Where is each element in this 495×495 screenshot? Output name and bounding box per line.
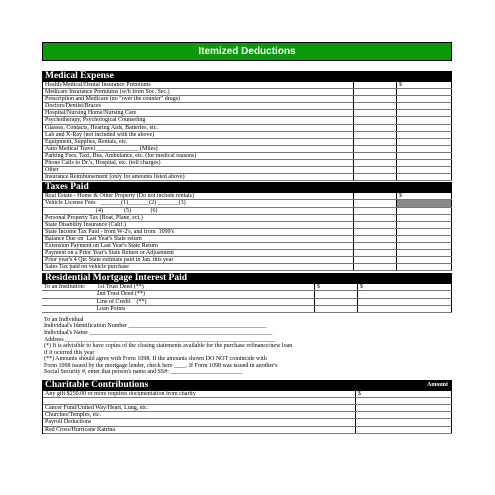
- mortgage-row: [42, 291, 452, 298]
- mortgage-rows: [42, 284, 452, 312]
- taxes-row-label: Sales Tax paid on vehicle purchase: [43, 264, 354, 270]
- taxes-row-spacer: [354, 243, 397, 249]
- medical-row-label: Insurance Reimbursement (only for amounts listed above): [43, 174, 354, 180]
- medical-row: [43, 103, 452, 110]
- medical-row-amount[interactable]: [397, 103, 452, 109]
- taxes-row: [43, 193, 452, 200]
- charity-row-amount[interactable]: [356, 427, 452, 433]
- medical-row-amount[interactable]: [397, 139, 452, 145]
- medical-row-amount[interactable]: [397, 167, 452, 173]
- charity-row-label: Red Cross/Hurricane Katrina: [43, 427, 356, 433]
- taxes-row-amount[interactable]: $: [397, 193, 452, 199]
- taxes-row-amount[interactable]: [397, 250, 452, 256]
- medical-rows: [42, 82, 452, 181]
- taxes-row-spacer: [354, 236, 397, 242]
- medical-row-label: Lab and X-Ray (not included with the above): [43, 132, 354, 138]
- medical-row-spacer: [354, 153, 397, 159]
- medical-row-spacer: [354, 132, 397, 138]
- medical-row-amount[interactable]: [397, 89, 452, 95]
- medical-row: [43, 117, 452, 124]
- mortgage-row-amount-a[interactable]: $: [314, 284, 358, 290]
- taxes-row-amount[interactable]: [397, 264, 452, 270]
- medical-row-label: Glasses, Contacts, Hearing Aids, Batteries, etc.: [43, 125, 354, 131]
- taxes-row-label: Prior year's 4 Qtr. State estimate paid in Jan. this year: [43, 257, 354, 263]
- mortgage-heading: Residential Mortgage Interest Paid: [42, 273, 452, 284]
- taxes-row-amount[interactable]: [397, 236, 452, 242]
- taxes-row: [43, 222, 452, 229]
- mortgage-note: Individual's Name _____________________________________________________________: [44, 329, 273, 336]
- charity-row: [43, 405, 452, 412]
- charity-row-amount[interactable]: [356, 398, 452, 404]
- mortgage-row-amount-a[interactable]: [314, 291, 358, 297]
- medical-row-amount[interactable]: [397, 132, 452, 138]
- taxes-row: [43, 236, 452, 243]
- mortgage-row-amount[interactable]: $: [358, 284, 452, 290]
- medical-row-amount[interactable]: [397, 96, 452, 102]
- taxes-row: [43, 243, 452, 250]
- taxes-row-spacer: [354, 200, 397, 206]
- mortgage-notes: [42, 317, 452, 376]
- taxes-row-label: Payment on a Prior Year's State Return or Adjustment: [43, 250, 354, 256]
- taxes-rows: [42, 193, 452, 271]
- medical-row-label: Psychotherapy, Psychological Counseling: [43, 117, 354, 123]
- mortgage-row-label: Line of Credit (**): [44, 298, 147, 305]
- medical-row-spacer: [354, 103, 397, 109]
- charity-row-label: Payroll Deductions: [43, 419, 356, 425]
- charity-amount-header: Amount: [426, 382, 448, 389]
- medical-row: [43, 160, 452, 167]
- medical-row-amount[interactable]: [397, 153, 452, 159]
- medical-row-label: Other: [43, 167, 354, 173]
- mortgage-note: Form 1098 issued by the mortgage lender, check here ____. If Form 1098 was issued in another's: [44, 362, 278, 369]
- itemized-deductions-sheet: [42, 42, 452, 434]
- medical-row-spacer: [354, 146, 397, 152]
- medical-row-label: Doctors/Dentist/Braces: [43, 103, 354, 109]
- charity-heading: Charitable Contributions Amount: [42, 380, 452, 391]
- taxes-row-spacer: [354, 257, 397, 263]
- mortgage-row-amount-a[interactable]: [314, 306, 358, 312]
- charity-row: [43, 391, 452, 398]
- mortgage-row-amount[interactable]: [358, 306, 452, 312]
- taxes-row-amount[interactable]: [397, 208, 452, 214]
- medical-row-spacer: [354, 96, 397, 102]
- medical-row: [43, 174, 452, 181]
- medical-row: [43, 153, 452, 160]
- medical-row-amount[interactable]: [397, 125, 452, 131]
- taxes-row-amount[interactable]: [397, 243, 452, 249]
- taxes-row-spacer: [354, 222, 397, 228]
- taxes-row: [43, 264, 452, 271]
- medical-row-spacer: [354, 139, 397, 145]
- medical-row-amount[interactable]: [397, 174, 452, 180]
- medical-row-label: Hospital/Nursing Home/Nursing Care: [43, 110, 354, 116]
- mortgage-row-amount[interactable]: [358, 291, 452, 297]
- medical-row: [43, 82, 452, 89]
- medical-row: [43, 146, 452, 153]
- medical-row-label: Equipment, Supplies, Rentals, etc.: [43, 139, 354, 145]
- taxes-row: [43, 215, 452, 222]
- taxes-row-spacer: [354, 250, 397, 256]
- mortgage-row: [42, 306, 452, 313]
- taxes-row: [43, 257, 452, 264]
- charity-row-amount[interactable]: [356, 412, 452, 418]
- charity-row-amount[interactable]: [356, 419, 452, 425]
- mortgage-row-label: To an Institution: 1st Trust Deed (**): [44, 284, 144, 291]
- sheet-title: Itemized Deductions: [42, 42, 452, 61]
- charity-row-amount[interactable]: [356, 405, 452, 411]
- mortgage-row-label: Loan Points: [44, 305, 126, 312]
- charity-row-amount[interactable]: $: [356, 391, 452, 397]
- taxes-row: [43, 229, 452, 236]
- taxes-row-spacer: [354, 208, 397, 214]
- medical-row: [43, 167, 452, 174]
- taxes-row-label: Vehicle License Fees _______(1)_______(2) _______(3): [43, 200, 354, 206]
- medical-row-spacer: [354, 82, 397, 88]
- medical-row-spacer: [354, 160, 397, 166]
- medical-row-amount[interactable]: [397, 117, 452, 123]
- mortgage-note: To an Individual: [44, 316, 84, 323]
- taxes-row-spacer: [354, 215, 397, 221]
- taxes-row-label: Real Estate - Home & Other Property (Do not include rentals): [43, 193, 354, 199]
- mortgage-note: (*) It is advisible to have copies of the closing statements available for the purchase refinance/new loan: [44, 343, 293, 350]
- taxes-row: [43, 200, 452, 207]
- medical-row-label: Auto Medical Travel ______________ (Miles): [43, 146, 354, 152]
- taxes-row-spacer: [354, 193, 397, 199]
- mortgage-row-amount[interactable]: [358, 299, 452, 305]
- taxes-row-amount[interactable]: [397, 222, 452, 228]
- taxes-row: [43, 250, 452, 257]
- medical-row: [43, 132, 452, 139]
- medical-row-amount[interactable]: [397, 110, 452, 116]
- taxes-row-label: Personal Property Tax (Boat, Plane, ect.): [43, 215, 354, 221]
- medical-row-label: Prescription and Medicare (no "over the counter" drugs): [43, 96, 354, 102]
- medical-row-amount[interactable]: [397, 146, 452, 152]
- medical-heading: Medical Expense: [42, 71, 452, 82]
- taxes-row: [43, 208, 452, 215]
- medical-row-label: Parking Fees, Taxi, Bus, Ambulance, etc. (for medical reasons): [43, 153, 354, 159]
- taxes-row-amount[interactable]: [397, 257, 452, 263]
- charity-row: [43, 412, 452, 419]
- taxes-row-spacer: [354, 229, 397, 235]
- medical-row: [43, 89, 452, 96]
- medical-row-label: Medicare Insurance Premiums (w/h from Soc. Sec.): [43, 89, 354, 95]
- taxes-heading: Taxes Paid: [42, 182, 452, 193]
- charity-row-label: Churches/Temples, etc.: [43, 412, 356, 418]
- medical-row: [43, 139, 452, 146]
- mortgage-row-label: 2nd Trust Deed (**): [44, 291, 146, 298]
- mortgage-note: Social Security #, enter that person's name and SS#: ________________________: [44, 369, 243, 376]
- medical-row: [43, 110, 452, 117]
- taxes-row-amount[interactable]: [397, 200, 452, 206]
- charity-row: [43, 419, 452, 426]
- medical-row: [43, 96, 452, 103]
- mortgage-row: [42, 284, 452, 291]
- charity-rows: [42, 391, 452, 434]
- taxes-row-label: Extension Payment on Last Year's State Return: [43, 243, 354, 249]
- charity-row-label: Any gift $250.00 or more requires documentation from charity: [43, 391, 356, 397]
- mortgage-row: [42, 299, 452, 306]
- medical-row-spacer: [354, 174, 397, 180]
- mortgage-note: if it ocurred this year: [44, 349, 95, 356]
- mortgage-note: (**) Amounts should agree with Form 1098. If the amounts shown DO NOT coinincide with: [44, 356, 267, 363]
- medical-row-spacer: [354, 117, 397, 123]
- taxes-row-amount[interactable]: [397, 215, 452, 221]
- medical-row-label: Health/Medical/Dental Insurance Premiums: [43, 82, 354, 88]
- charity-row-label: Cancer Fund/United Way/Heart, Lung, etc.: [43, 405, 356, 411]
- medical-row-spacer: [354, 167, 397, 173]
- taxes-row-spacer: [354, 264, 397, 270]
- taxes-row-label: State Disability Insurance (Calif.): [43, 222, 354, 228]
- taxes-row-amount[interactable]: [397, 229, 452, 235]
- medical-row-amount[interactable]: $: [397, 82, 452, 88]
- charity-row: [43, 427, 452, 434]
- taxes-row-label: Balance Due on Last Year's State return: [43, 236, 354, 242]
- medical-row: [43, 125, 452, 132]
- mortgage-row-amount-a[interactable]: [314, 299, 358, 305]
- mortgage-note: Individual's Identification Number ______________________________________________: [44, 323, 267, 330]
- mortgage-note: Address ______________________________________________________________________: [44, 336, 276, 343]
- medical-row-spacer: [354, 110, 397, 116]
- medical-row-amount[interactable]: [397, 160, 452, 166]
- taxes-row-label: State Income Tax Paid - from W-2's, and from 1099's: [43, 229, 354, 235]
- medical-row-label: Phone Calls to Dr.'s, Hospital, etc. (toll charges): [43, 160, 354, 166]
- charity-row: [43, 398, 452, 405]
- medical-row-spacer: [354, 89, 397, 95]
- medical-row-spacer: [354, 125, 397, 131]
- taxes-row-label: (4) (5) (6): [43, 208, 354, 214]
- charity-row-label: [43, 398, 356, 404]
